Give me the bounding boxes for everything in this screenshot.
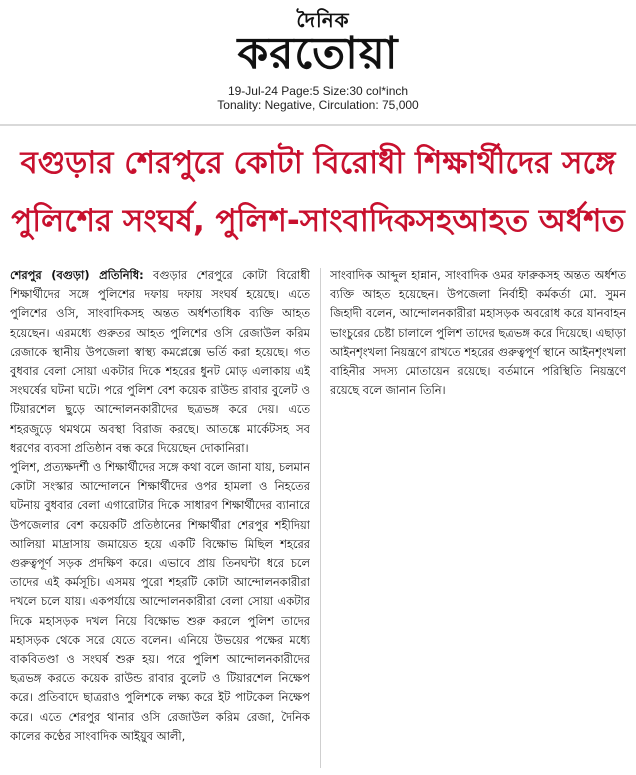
- article-paragraph: পুলিশ, প্রত্যক্ষদর্শী ও শিক্ষার্থীদের সঙ্গে কথা বলে জানা যায়, চলমান কোটা সংস্কার আন্দোলনে শিক্ষার্থীদের ওপর হামলা ও নিহতের ঘটনায় বুধবার বেলা এগারোটার দিকে সাধারণ শিক্ষার্থীদের ব্যানারে উপজেলার বেশ কয়েকটি প্রতিষ্ঠানের শিক্ষার্থীরা শেরপুর শহীদিয়া আলিয়া মাদ্রাসায় জমায়েত হয়ে একটি বিক্ষোভ মিছিল শহরের গুরুত্বপূর্ণ সড়ক প্রদক্ষিণ করে। এভাবে প্রায় তিনঘন্টা ধরে চলে তাদের এই কর্মসূচি। এসময় পুরো শহরটি কোটা আন্দোলনকারীরা দখলে চলে যায়। একপর্যায়ে আন্দোলনকারীরা বেলা সোয়া একটার দিকে মহাসড়ক দখল নিয়ে বিক্ষোভ শুরু করলে পুলিশ তাদের মহাসড়ক থেকে সরে যেতে বলেন। এনিয়ে উভয়ের পক্ষের মধ্যে বাকবিতণ্ডা ও সংঘর্ষ শুরু হয়। পরে পুলিশ আন্দোলনকারীদের ছত্রভঙ্গ করতে কয়েক রাউন্ড রাবার বুলেট ও টিয়ারশেল নিক্ষেপ করে। প্রতিবাদে ছাত্ররাও পুলিশকে লক্ষ্য করে ইট পাটকেল নিক্ষেপ করে। এতে শেরপুর থানার ওসি রেজাউল করিম রেজা, দৈনিক কালের কণ্ঠের সাংবাদিক আইয়ুব আলী,: [10, 460, 310, 743]
- article-headline: [8, 134, 628, 250]
- paragraph-text: বগুড়ার শেরপুরে কোটা বিরোধী শিক্ষার্থীদের সঙ্গে পুলিশের দফায় দফায় সংঘর্ষ হয়েছে। এতে পুলিশের ওসি, সাংবাদিকসহ অন্তত অর্ধশতাধিক ব্যক্তি আহত হয়েছেন। এরমধ্যে গুরুতর আহত পুলিশের ওসি রেজাউল করিম রেজাকে স্থানীয় উপজেলা স্বাস্থ্য কমপ্লেক্সে ভর্তি করা হয়েছে। গত বুধবার বেলা সোয়া একটার দিকে শহরের ধুনট মোড় এলাকায় এই সংঘর্ষের ঘটনা ঘটে। পরে পুলিশ বেশ কয়েক রাউন্ড রাবার বুলেট ও টিয়ারশেল ছুড়ে আন্দোলনকারীদের ছত্রভঙ্গ করে দেয়। এতে শহরজুড়ে থমথমে অবস্থা বিরাজ করছে। আতঙ্কে মার্কেটসহ সব ধরণের ব্যবসা প্রতিষ্ঠান বন্ধ করে দিয়েছেন দোকানিরা।: [10, 268, 310, 455]
- clip-meta-tonality: Tonality: Negative, Circulation: 75,000: [217, 98, 419, 112]
- column-divider: [320, 268, 321, 768]
- article-column-right: [330, 266, 626, 406]
- separator-rule: [0, 124, 636, 126]
- clip-meta-info: 19-Jul-24 Page:5 Size:30 col*inch: [227, 84, 409, 98]
- article-paragraph: সাংবাদিক আব্দুল হান্নান, সাংবাদিক ওমর ফারুকসহ অন্তত অর্ধশত ব্যক্তি আহত হয়েছেন। উপজেলা নির্বাহী কর্মকর্তা মো. সুমন জিহাদী বলেন, আন্দোলনকারীরা মহাসড়ক অবরোধ করে যানবাহন ভাংচুরের চেষ্টা চালালে পুলিশ তাদের ছত্রভঙ্গ করে দিয়েছে। এছাড়া আইনশৃংখলা নিয়ন্ত্রণে রাখতে শহরের গুরুত্বপূর্ণ স্থানে আইনশৃংখলা বাহিনীর সদস্য মোতায়েন রয়েছে। বর্তমানে পরিস্থিতি নিয়ন্ত্রণে রয়েছে বলে জানান তিনি।: [330, 268, 626, 398]
- newspaper-name-prefix: দৈনিক: [296, 8, 350, 32]
- headline-line-1: বগুড়ার শেরপুরে কোটা বিরোধী শিক্ষার্থীদের সঙ্গে: [20, 145, 616, 181]
- article-byline: শেরপুর (বগুড়া) প্রতিনিধি:: [10, 268, 144, 282]
- headline-line-2: পুলিশের সংঘর্ষ, পুলিশ-সাংবাদিকসহআহত অর্ধশত: [11, 203, 625, 239]
- masthead: [0, 0, 636, 84]
- newspaper-name: করতোয়া: [237, 30, 399, 78]
- article-column-left: [10, 266, 310, 771]
- article-paragraph: [10, 266, 310, 458]
